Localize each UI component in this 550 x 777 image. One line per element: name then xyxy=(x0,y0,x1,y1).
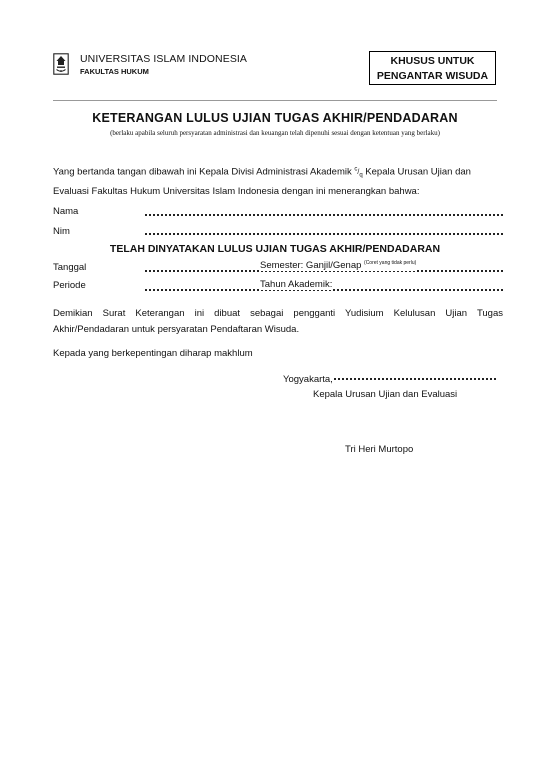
nama-fill-line[interactable] xyxy=(145,214,503,216)
box-line-1: KHUSUS UNTUK xyxy=(390,55,475,67)
closing-line: Kepada yang berkepentingan diharap makhlum xyxy=(53,348,253,359)
semester-label xyxy=(259,260,417,271)
fraction-bottom: q xyxy=(359,172,363,179)
signer-position: Kepala Urusan Ujian dan Evaluasi xyxy=(313,389,458,400)
label-nama: Nama xyxy=(53,206,79,217)
fraction-top: c xyxy=(354,167,358,173)
university-seal-icon xyxy=(53,53,69,75)
fraction-sep: / xyxy=(357,169,360,177)
box-line-2: PENGANTAR WISUDA xyxy=(376,70,489,82)
nim-fill-line[interactable] xyxy=(145,233,503,235)
special-purpose-box xyxy=(369,51,496,85)
place-text: Yogyakarta, xyxy=(283,374,333,385)
passed-heading: TELAH DINYATAKAN LULUS UJIAN TUGAS AKHIR/PENDADARAN xyxy=(109,243,441,255)
intro-text-2: Kepala Urusan Ujian dan Evaluasi Fakultas Hukum Universitas Islam Indonesia dengan ini menerangkan bahwa: xyxy=(53,166,471,197)
intro-paragraph xyxy=(53,162,503,200)
semester-text: Semester: Ganjil/Genap xyxy=(260,260,362,271)
date-fill-line[interactable] xyxy=(334,378,496,380)
fraction-mark xyxy=(354,167,363,179)
signer-name: Tri Heri Murtopo xyxy=(345,444,414,455)
faculty-name: FAKULTAS HUKUM xyxy=(80,67,149,76)
label-periode: Periode xyxy=(53,280,86,291)
place-date-line xyxy=(283,374,496,385)
academic-year-label: Tahun Akademik: xyxy=(260,279,333,290)
semester-note: (Coret yang tidak perlu) xyxy=(364,260,417,266)
label-tanggal: Tanggal xyxy=(53,262,87,273)
label-nim: Nim xyxy=(53,226,70,237)
document-subtitle: (berlaku apabila seluruh persyaratan administrasi dan keuangan telah dipenuhi sesuai dengan ketentuan yang berlaku) xyxy=(110,129,440,137)
header-divider xyxy=(53,100,497,101)
university-name: UNIVERSITAS ISLAM INDONESIA xyxy=(80,53,248,65)
statement-paragraph: Demikian Surat Keterangan ini dibuat sebagai pengganti Yudisium Kelulusan Ujian Tugas Akhir/Pendadaran untuk persyaratan Pendaftaran Wisuda. xyxy=(53,308,503,335)
document-title: KETERANGAN LULUS UJIAN TUGAS AKHIR/PENDADARAN xyxy=(92,111,458,125)
intro-text-1: Yang bertanda tangan dibawah ini Kepala Divisi Administrasi Akademik xyxy=(53,166,355,178)
